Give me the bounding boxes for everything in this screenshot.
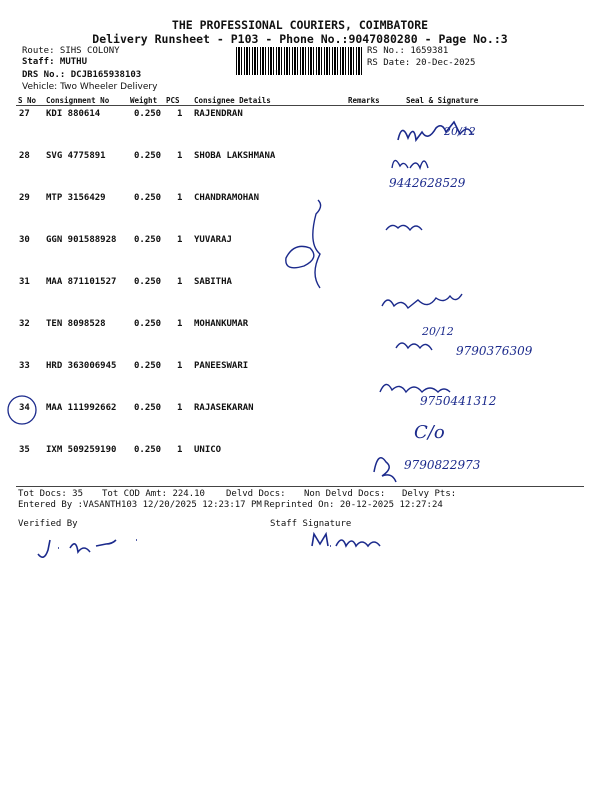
row-consignee: RAJENDRAN xyxy=(194,109,243,119)
row-pcs: 1 xyxy=(177,151,183,161)
delivered-docs: Delvd Docs: xyxy=(226,489,286,499)
row-consignee: YUVARAJ xyxy=(194,235,232,245)
drs-number: DRS No.: DCJB165938103 xyxy=(22,70,142,80)
signature-row35 xyxy=(374,458,396,482)
handwritten-note-row34: C/o xyxy=(414,422,445,443)
row-sno: 35 xyxy=(19,445,30,455)
handwritten-phone-row28: 9442628529 xyxy=(389,176,466,190)
col-weight: Weight xyxy=(130,96,158,105)
footer-divider xyxy=(16,486,584,487)
row-weight: 0.250 xyxy=(134,403,162,413)
signature-row30 xyxy=(286,246,314,267)
signature-row32 xyxy=(396,343,432,350)
row-pcs: 1 xyxy=(177,445,183,455)
row-sno: 34 xyxy=(19,403,30,413)
row-pcs: 1 xyxy=(177,109,183,119)
total-docs: Tot Docs: 35 xyxy=(18,489,84,499)
row-consignment: TEN 8098528 xyxy=(46,319,106,329)
runsheet-title: Delivery Runsheet - P103 - Phone No.:9047080280 - Page No.:3 xyxy=(92,32,508,46)
row-weight: 0.250 xyxy=(134,361,162,371)
row-sno: 33 xyxy=(19,361,30,371)
signature-row28 xyxy=(392,160,428,168)
handwritten-phone-row33: 9750441312 xyxy=(420,394,497,408)
row-consignee: SABITHA xyxy=(194,277,232,287)
total-cod: Tot COD Amt: 224.10 xyxy=(102,489,205,499)
handwritten-date-row29: 20/12 xyxy=(444,125,476,138)
rs-date: RS Date: 20-Dec-2025 xyxy=(367,58,476,68)
row-pcs: 1 xyxy=(177,361,183,371)
row-pcs: 1 xyxy=(177,235,183,245)
row-consignment: GGN 901588928 xyxy=(46,235,117,245)
row-weight: 0.250 xyxy=(134,109,162,119)
col-sno: S No xyxy=(18,96,37,105)
col-seal: Seal & Signature xyxy=(406,96,479,105)
row-pcs: 1 xyxy=(177,193,183,203)
row-consignee: RAJASEKARAN xyxy=(194,403,254,413)
row-weight: 0.250 xyxy=(134,235,162,245)
row-weight: 0.250 xyxy=(134,319,162,329)
staff-label: Staff: MUTHU xyxy=(22,57,88,67)
row-sno: 28 xyxy=(19,151,30,161)
row-sno: 29 xyxy=(19,193,30,203)
col-consignee: Consignee Details xyxy=(194,96,271,105)
row-weight: 0.250 xyxy=(134,151,162,161)
vehicle-label: Vehicle: Two Wheeler Delivery xyxy=(22,82,158,92)
row-sno: 31 xyxy=(19,277,30,287)
row-consignment: MAA 871101527 xyxy=(46,277,117,287)
row-sno: 27 xyxy=(19,109,30,119)
row-sno: 32 xyxy=(19,319,30,329)
row-weight: 0.250 xyxy=(134,193,162,203)
signature-row33 xyxy=(380,384,450,392)
staff-signature xyxy=(312,534,380,546)
row-sno: 30 xyxy=(19,235,30,245)
delivery-points: Delvy Pts: xyxy=(402,489,457,499)
signature-row31 xyxy=(382,294,462,308)
col-remarks: Remarks xyxy=(348,96,380,105)
handwritten-phone-row35: 9790822973 xyxy=(404,458,481,472)
row-consignee: UNICO xyxy=(194,445,222,455)
row-consignee: CHANDRAMOHAN xyxy=(194,193,260,203)
row-consignment: HRD 363006945 xyxy=(46,361,117,371)
row-weight: 0.250 xyxy=(134,277,162,287)
signature-row29 xyxy=(313,200,321,288)
circle-row34 xyxy=(8,396,36,424)
row-consignment: MAA 111992662 xyxy=(46,403,117,413)
verified-by-label: Verified By xyxy=(18,519,78,529)
col-pcs: PCS xyxy=(166,96,180,105)
row-pcs: 1 xyxy=(177,277,183,287)
row-consignment: MTP 3156429 xyxy=(46,193,106,203)
col-consignment: Consignment No xyxy=(46,96,110,105)
staff-signature-label: Staff Signature xyxy=(270,519,352,529)
row-weight: 0.250 xyxy=(134,445,162,455)
handwritten-date-row32: 20/12 xyxy=(422,325,454,338)
row-consignment: IXM 509259190 xyxy=(46,445,117,455)
non-delivered-docs: Non Delvd Docs: xyxy=(304,489,386,499)
row-consignee: PANEESWARI xyxy=(194,361,249,371)
signature-row30b xyxy=(386,225,422,230)
row-pcs: 1 xyxy=(177,403,183,413)
reprinted-on: Reprinted On: 20-12-2025 12:27:24 xyxy=(264,500,443,510)
route-label: Route: SIHS COLONY xyxy=(22,46,120,56)
entered-by: Entered By :VASANTH103 12/20/2025 12:23:17 PM xyxy=(18,500,262,510)
company-name: THE PROFESSIONAL COURIERS, COIMBATORE xyxy=(171,18,429,32)
row-consignment: KDI 880614 xyxy=(46,109,101,119)
row-consignment: SVG 4775891 xyxy=(46,151,106,161)
verified-signature xyxy=(38,540,137,557)
rs-number: RS No.: 1659381 xyxy=(367,46,449,56)
row-consignee: SHOBA LAKSHMANA xyxy=(194,151,276,161)
row-consignee: MOHANKUMAR xyxy=(194,319,249,329)
row-pcs: 1 xyxy=(177,319,183,329)
handwritten-phone-row32: 9790376309 xyxy=(456,344,533,358)
